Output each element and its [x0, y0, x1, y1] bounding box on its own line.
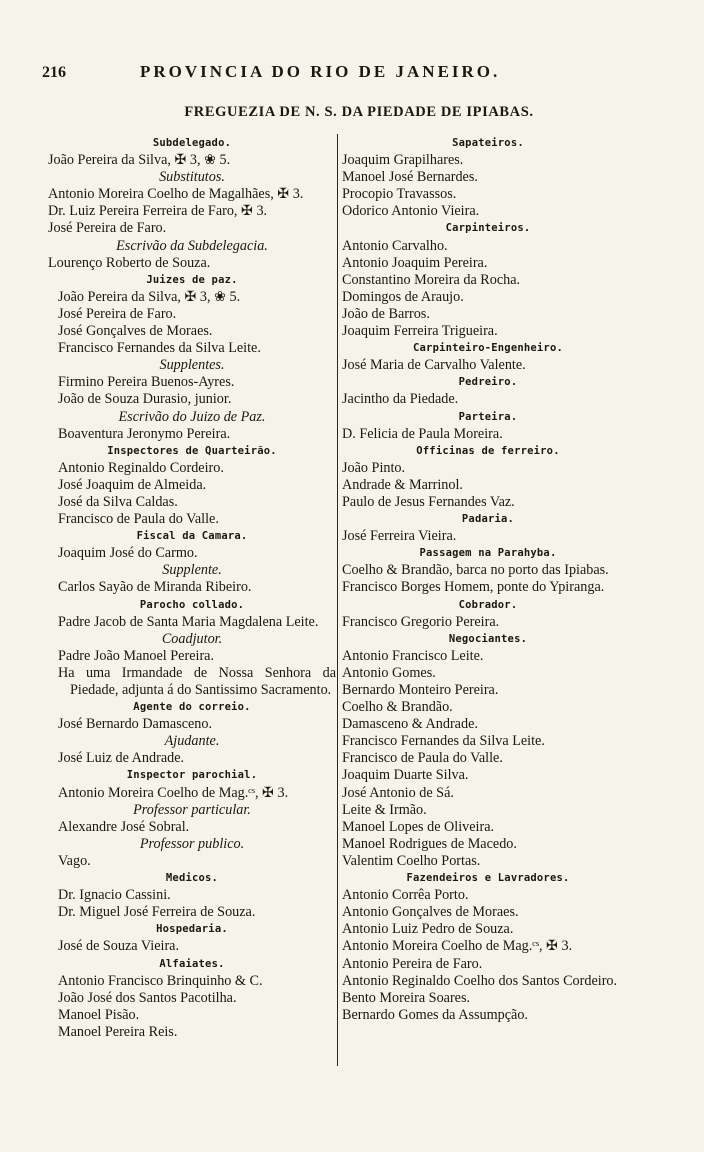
- page-header: [0, 60, 704, 90]
- entry: Bento Moreira Soares.: [342, 989, 471, 1006]
- entry: Francisco de Paula do Valle.: [58, 511, 219, 528]
- entry: Antonio Corrêa Porto.: [342, 887, 469, 904]
- entry: Antonio Luiz Pedro de Souza.: [342, 921, 514, 938]
- entry: João Pereira da Silva, ✠ 3, ❀ 5.: [58, 288, 241, 305]
- entry: Antonio Reginaldo Coelho dos Santos Cordeiro.: [342, 972, 618, 989]
- entry: Manoel Rodrigues de Macedo.: [342, 835, 517, 852]
- entry: Francisco de Paula do Valle.: [342, 750, 503, 767]
- heading-padaria: Padaria.: [461, 513, 515, 526]
- entry: Antonio Joaquim Pereira.: [342, 254, 488, 271]
- entry: Andrade & Marrinol.: [342, 476, 463, 493]
- entry: Carlos Sayão de Miranda Ribeiro.: [58, 579, 252, 596]
- heading-professor-particular: Professor particular.: [133, 801, 251, 818]
- heading-agente-correio: Agente do correio.: [133, 701, 251, 714]
- heading-alfaiates: Alfaiates.: [159, 957, 225, 970]
- heading-escrivao-juizo: Escrivão do Juizo de Paz.: [118, 408, 266, 425]
- entry: Joaquim José do Carmo.: [58, 545, 198, 562]
- entry: Manoel Pisão.: [58, 1006, 140, 1023]
- heading-supplentes: Supplentes.: [159, 357, 225, 374]
- entry: Joaquim Duarte Silva.: [342, 767, 469, 784]
- entry: Dr. Luiz Pereira Ferreira de Faro, ✠ 3.: [48, 203, 268, 220]
- entry: Joaquim Ferreira Trigueira.: [342, 323, 498, 340]
- entry: Coelho & Brandão.: [342, 699, 453, 716]
- entry: Boaventura Jeronymo Pereira.: [58, 425, 231, 442]
- entry: José Luiz de Andrade.: [58, 750, 185, 767]
- running-title: PROVINCIA DO RIO DE JANEIRO.: [140, 62, 501, 81]
- entry: Antonio Gonçalves de Moraes.: [342, 904, 519, 921]
- entry: Dr. Miguel José Ferreira de Souza.: [58, 904, 256, 921]
- heading-fazendeiros: Fazendeiros e Lavradores.: [406, 872, 570, 885]
- heading-hospedaria: Hospedaria.: [156, 923, 228, 936]
- entry: Valentim Coelho Portas.: [342, 852, 481, 869]
- heading-ferreiro: Officinas de ferreiro.: [416, 444, 560, 457]
- entry: Domingos de Araujo.: [342, 288, 464, 305]
- entry: Bernardo Gomes da Assumpção.: [342, 1006, 528, 1023]
- heading-cobrador: Cobrador.: [458, 598, 518, 611]
- entry: Constantino Moreira da Rocha.: [342, 271, 521, 288]
- entry: Lourenço Roberto de Souza.: [48, 254, 211, 271]
- entry: Antonio Francisco Leite.: [342, 647, 484, 664]
- entry: José Pereira de Faro.: [48, 220, 167, 237]
- entry: Manoel Lopes de Oliveira.: [342, 818, 495, 835]
- entry: José Ferreira Vieira.: [342, 528, 457, 545]
- entry: Antonio Reginaldo Cordeiro.: [58, 459, 224, 476]
- heading-parteira: Parteira.: [458, 410, 518, 423]
- entry: José Pereira de Faro.: [58, 305, 177, 322]
- heading-ajudante: Ajudante.: [164, 733, 220, 750]
- entry: José Joaquim de Almeida.: [58, 476, 207, 493]
- section-title: FREGUEZIA DE N. S. DA PIEDADE DE IPIABAS.: [184, 104, 534, 120]
- heading-sapateiros: Sapateiros.: [452, 137, 524, 149]
- entry: Antonio Gomes.: [342, 664, 436, 681]
- entry: João Pinto.: [342, 459, 406, 476]
- entry: Paulo de Jesus Fernandes Vaz.: [342, 493, 515, 510]
- heading-substitutos: Substitutos.: [159, 169, 225, 186]
- entry: Procopio Travassos.: [342, 186, 457, 203]
- right-column: [342, 135, 634, 1024]
- entry: José de Souza Vieira.: [58, 938, 180, 955]
- entry: Antonio Pereira de Faro.: [342, 955, 483, 972]
- entry: D. Felicia de Paula Moreira.: [342, 425, 503, 442]
- heading-juizes-de-paz: Juizes de paz.: [146, 273, 238, 286]
- entry: Dr. Ignacio Cassini.: [58, 887, 171, 904]
- entry: Manoel José Bernardes.: [342, 169, 478, 186]
- entry: Padre João Manoel Pereira.: [58, 647, 215, 664]
- entry: Francisco Fernandes da Silva Leite.: [342, 733, 545, 750]
- heading-inspectores: Inspectores de Quarteirão.: [107, 444, 277, 457]
- entry: Padre Jacob de Santa Maria Magdalena Leite.: [58, 613, 319, 630]
- page-number: 216: [42, 64, 66, 81]
- entry: Firmino Pereira Buenos-Ayres.: [58, 374, 235, 391]
- entry: João Pereira da Silva, ✠ 3, ❀ 5.: [48, 152, 231, 169]
- entry: Francisco Gregorio Pereira.: [342, 613, 500, 630]
- entry: Francisco Fernandes da Silva Leite.: [58, 340, 261, 357]
- entry: Antonio Moreira Coelho de Mag.ᶜˢ, ✠ 3.: [58, 784, 289, 801]
- entry: Antonio Moreira Coelho de Mag.ᶜˢ, ✠ 3.: [342, 938, 573, 955]
- entry: José da Silva Caldas.: [58, 493, 178, 510]
- entry: João de Barros.: [342, 305, 430, 322]
- heading-supplente: Supplente.: [162, 562, 222, 579]
- entry: José Gonçalves de Moraes.: [58, 323, 213, 340]
- entry: Antonio Moreira Coelho de Magalhães, ✠ 3.: [48, 186, 304, 203]
- entry: João José dos Santos Pacotilha.: [58, 989, 237, 1006]
- heading-pedreiro: Pedreiro.: [458, 376, 518, 389]
- entry: Coelho & Brandão, barca no porto das Ipiabas.: [342, 562, 609, 579]
- entry: Damasceno & Andrade.: [342, 716, 478, 733]
- heading-coadjutor: Coadjutor.: [161, 630, 223, 647]
- heading-professor-publico: Professor publico.: [139, 835, 245, 852]
- heading-medicos: Medicos.: [165, 872, 219, 885]
- entry: Bernardo Monteiro Pereira.: [342, 682, 499, 698]
- entry: José Maria de Carvalho Valente.: [342, 357, 526, 374]
- entry-irmandade: Ha uma Irmandade de Nossa Senhora da Piedade, adjunta á do Santissimo Sacramento.: [58, 664, 336, 698]
- heading-carpinteiros: Carpinteiros.: [445, 222, 531, 235]
- entry: Odorico Antonio Vieira.: [342, 203, 480, 220]
- heading-negociantes: Negociantes.: [448, 632, 528, 645]
- entry: Vago.: [58, 852, 91, 869]
- entry: Antonio Francisco Brinquinho & C.: [58, 972, 263, 989]
- heading-escrivao-subdelegacia: Escrivão da Subdelegacia.: [116, 237, 268, 254]
- entry: Leite & Irmão.: [342, 801, 427, 818]
- entry: Francisco Borges Homem, ponte do Ypiranga.: [342, 579, 605, 596]
- entry: Manoel Pereira Reis.: [58, 1023, 178, 1040]
- column-divider: [337, 134, 338, 1066]
- entry: Joaquim Grapilhares.: [342, 152, 464, 169]
- entry: Jacintho da Piedade.: [342, 391, 459, 408]
- heading-passagem: Passagem na Parahyba.: [419, 547, 557, 560]
- heading-inspector-parochial: Inspector parochial.: [126, 769, 258, 782]
- heading-fiscal: Fiscal da Camara.: [136, 530, 248, 543]
- entry: João de Souza Durasio, junior.: [58, 391, 232, 408]
- entry: Antonio Carvalho.: [342, 237, 448, 254]
- entry: José Bernardo Damasceno.: [58, 716, 213, 733]
- left-column: [48, 135, 336, 1041]
- heading-subdelegado: Subdelegado.: [152, 137, 232, 149]
- entry: Alexandre José Sobral.: [58, 818, 190, 835]
- heading-carpinteiro-engenheiro: Carpinteiro-Engenheiro.: [413, 342, 563, 355]
- heading-parocho: Parocho collado.: [139, 598, 245, 611]
- entry: José Antonio de Sá.: [342, 784, 454, 801]
